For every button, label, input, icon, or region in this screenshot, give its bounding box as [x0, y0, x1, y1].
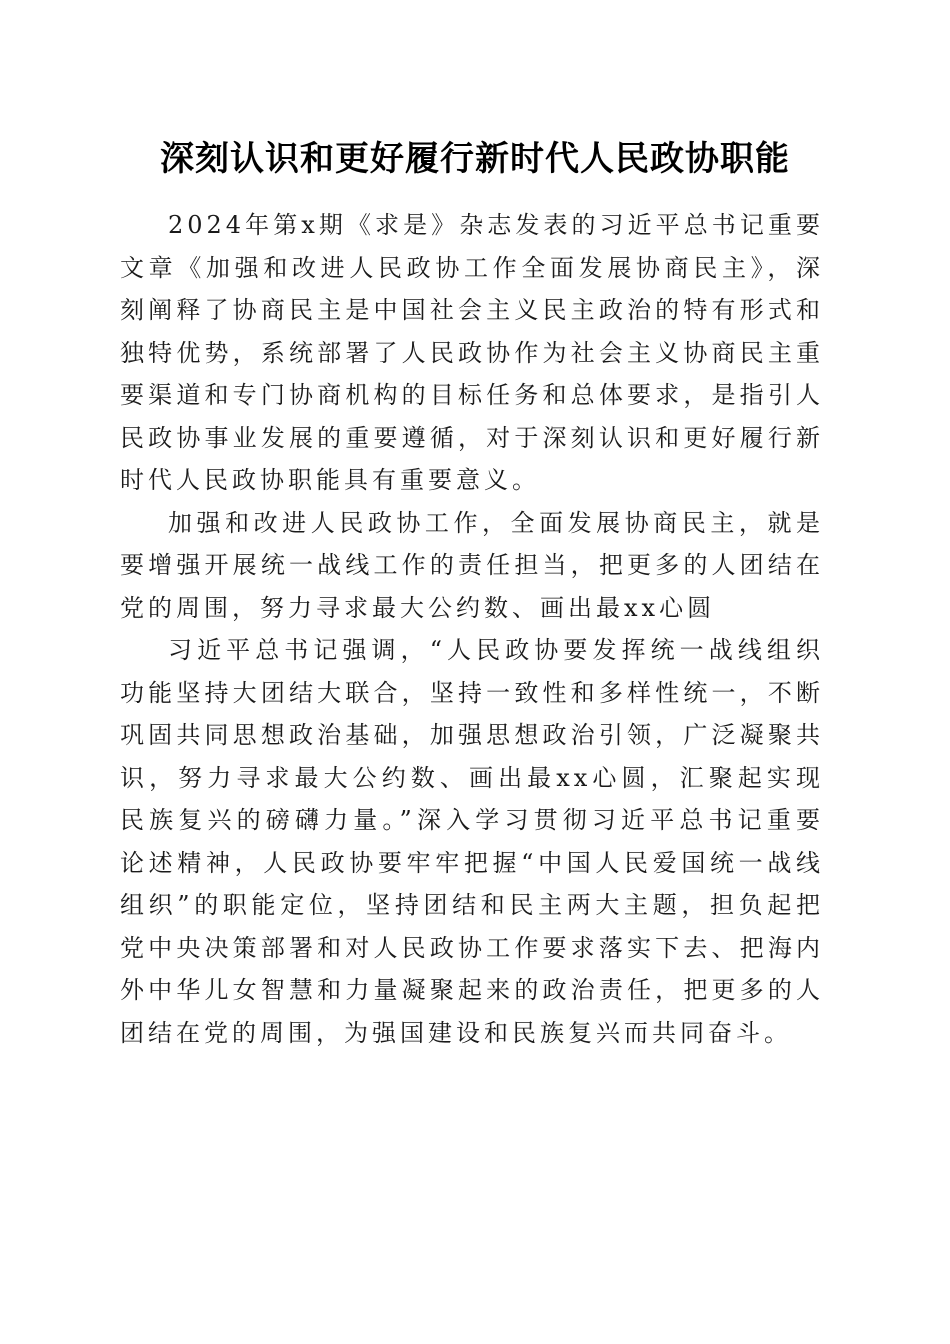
paragraph-3: 习近平总书记强调，“人民政协要发挥统一战线组织功能坚持大团结大联合，坚持一致性和多样性统一，不断巩固共同思想政治基础，加强思想政治引领，广泛凝聚共识，努力寻求最大公约数、画出最xx心圆，汇聚起实现民族复兴的磅礴力量。”深入学习贯彻习近平总书记重要论述精神，人民政协要牢牢把握“中国人民爱国统一战线组织”的职能定位，坚持团结和民主两大主题，担负起把党中央决策部署和对人民政协工作要求落实下去、把海内外中华儿女智慧和力量凝聚起来的政治责任，把更多的人团结在党的周围，为强国建设和民族复兴而共同奋斗。: [120, 636, 824, 1047]
document-body: [120, 204, 824, 1054]
paragraph-1: 2024年第x期《求是》杂志发表的习近平总书记重要文章《加强和改进人民政协工作全面发展协商民主》，深刻阐释了协商民主是中国社会主义民主政治的特有形式和独特优势，系统部署了人民政协作为社会主义协商民主重要渠道和专门协商机构的目标任务和总体要求，是指引人民政协事业发展的重要遵循，对于深刻认识和更好履行新时代人民政协职能具有重要意义。: [120, 211, 824, 494]
document-title: 深刻认识和更好履行新时代人民政协职能: [160, 139, 790, 179]
paragraph-2: 加强和改进人民政协工作，全面发展协商民主，就是要增强开展统一战线工作的责任担当，把更多的人团结在党的周围，努力寻求最大公约数、画出最xx心圆: [120, 508, 824, 622]
